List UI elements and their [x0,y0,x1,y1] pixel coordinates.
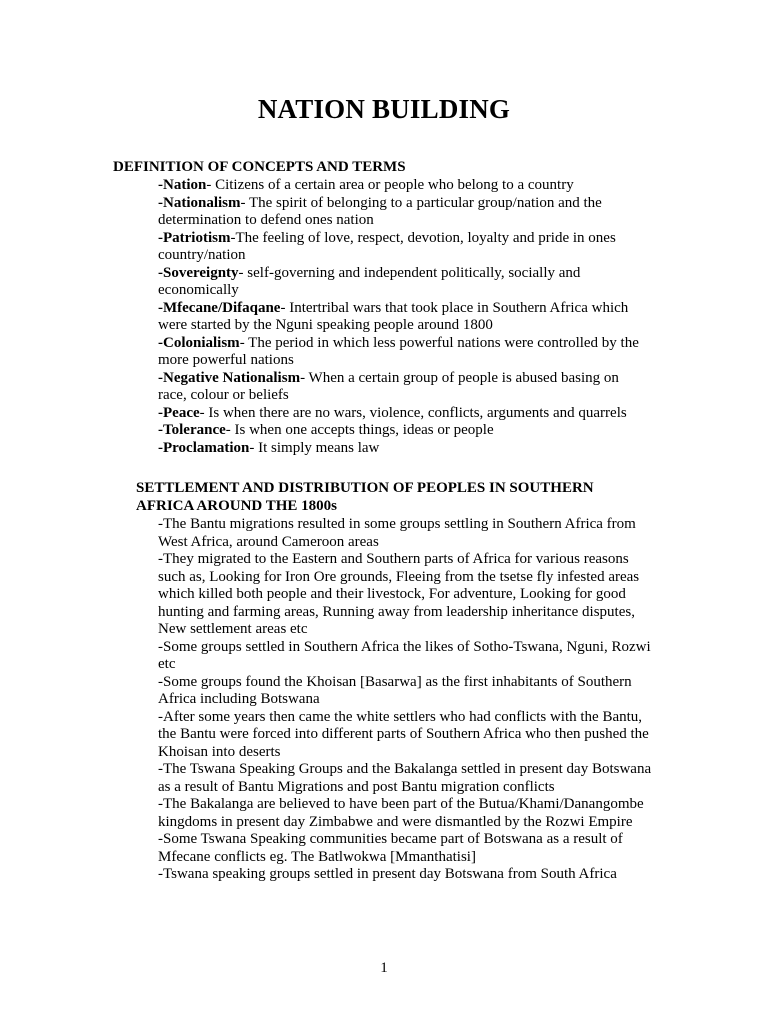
definition-text: - Intertribal wars that took place in Southern Africa which were started by the Nguni speaking people around 1800 [158,299,629,333]
definition-term: -Sovereignty [158,264,239,281]
definition-term: -Peace [158,404,200,421]
definition-item [158,440,648,458]
definition-item [158,300,648,335]
paragraph: -The Bakalanga are believed to have been part of the Butua/Khami/Danangombe kingdoms in present day Zimbabwe and were dismantled by the Rozwi Empire [158,796,644,830]
definition-term: -Colonialism [158,334,240,351]
definition-text: - The period in which less powerful nations were controlled by the more powerful nations [158,334,639,368]
definition-term: -Proclamation [158,439,250,456]
definition-term: -Negative Nationalism [158,369,301,386]
definition-text: - Citizens of a certain area or people who belong to a country [206,177,574,193]
settlement-paragraphs [158,516,658,884]
definition-text: - The spirit of belonging to a particular group/nation and the determination to defend ones nation [158,194,602,228]
definitions-list [158,177,648,457]
definition-text: - Is when there are no wars, violence, conflicts, arguments and quarrels [199,404,627,421]
definition-item [158,265,648,300]
definition-text: - It simply means law [249,439,380,456]
section-heading-settlement [136,480,594,515]
paragraph: -They migrated to the Eastern and Southern parts of Africa for various reasons such as, Looking for Iron Ore grounds, Fleeing from the tsetse fly infested areas which killed both people and their livestock, For adventure, Looking for good hunting and farming areas, Running away from leadership inheritance disputes, New settlement areas etc [158,551,640,637]
paragraph: -Some groups found the Khoisan [Basarwa] as the first inhabitants of Southern Africa including Botswana [158,673,632,707]
section-heading-line: AFRICA AROUND THE 1800s [136,497,337,514]
paragraph: -Tswana speaking groups settled in present day Botswana from South Africa [158,866,617,882]
definition-term: -Nationalism [158,194,241,211]
definition-term: -Tolerance [158,422,226,438]
definition-item [158,195,648,230]
section-heading-definitions: DEFINITION OF CONCEPTS AND TERMS [113,159,406,175]
definition-text: - When a certain group of people is abused basing on race, colour or beliefs [158,369,619,403]
section-heading-line: SETTLEMENT AND DISTRIBUTION OF PEOPLES IN SOUTHERN [136,480,594,496]
definition-item [158,405,648,423]
definition-item [158,177,648,195]
paragraph: -Some groups settled in Southern Africa the likes of Sotho-Tswana, Nguni, Rozwi etc [158,638,651,672]
definition-term: -Nation [158,177,207,193]
page-title: NATION BUILDING [257,94,511,124]
definition-text: - self-governing and independent politically, socially and economically [158,264,581,298]
definition-term: -Patriotism [158,229,231,246]
definition-item [158,230,648,265]
paragraph: -After some years then came the white settlers who had conflicts with the Bantu, the Bantu were forced into different parts of Southern Africa who then pushed the Khoisan into deserts [158,708,649,760]
definition-item [158,335,648,370]
paragraph: -The Tswana Speaking Groups and the Bakalanga settled in present day Botswana as a result of Bantu Migrations and post Bantu migration conflicts [158,761,652,795]
definition-item [158,422,648,440]
definition-text: -The feeling of love, respect, devotion, loyalty and pride in ones country/nation [158,229,616,263]
paragraph: -Some Tswana Speaking communities became part of Botswana as a result of Mfecane conflicts eg. The Batlwokwa [Mmanthatisi] [158,831,623,865]
page-number: 1 [380,960,388,976]
definition-term: -Mfecane/Difaqane [158,299,281,316]
definition-text: - Is when one accepts things, ideas or people [225,422,494,438]
paragraph: -The Bantu migrations resulted in some groups settling in Southern Africa from West Africa, around Cameroon areas [158,516,636,550]
definition-item [158,370,648,405]
